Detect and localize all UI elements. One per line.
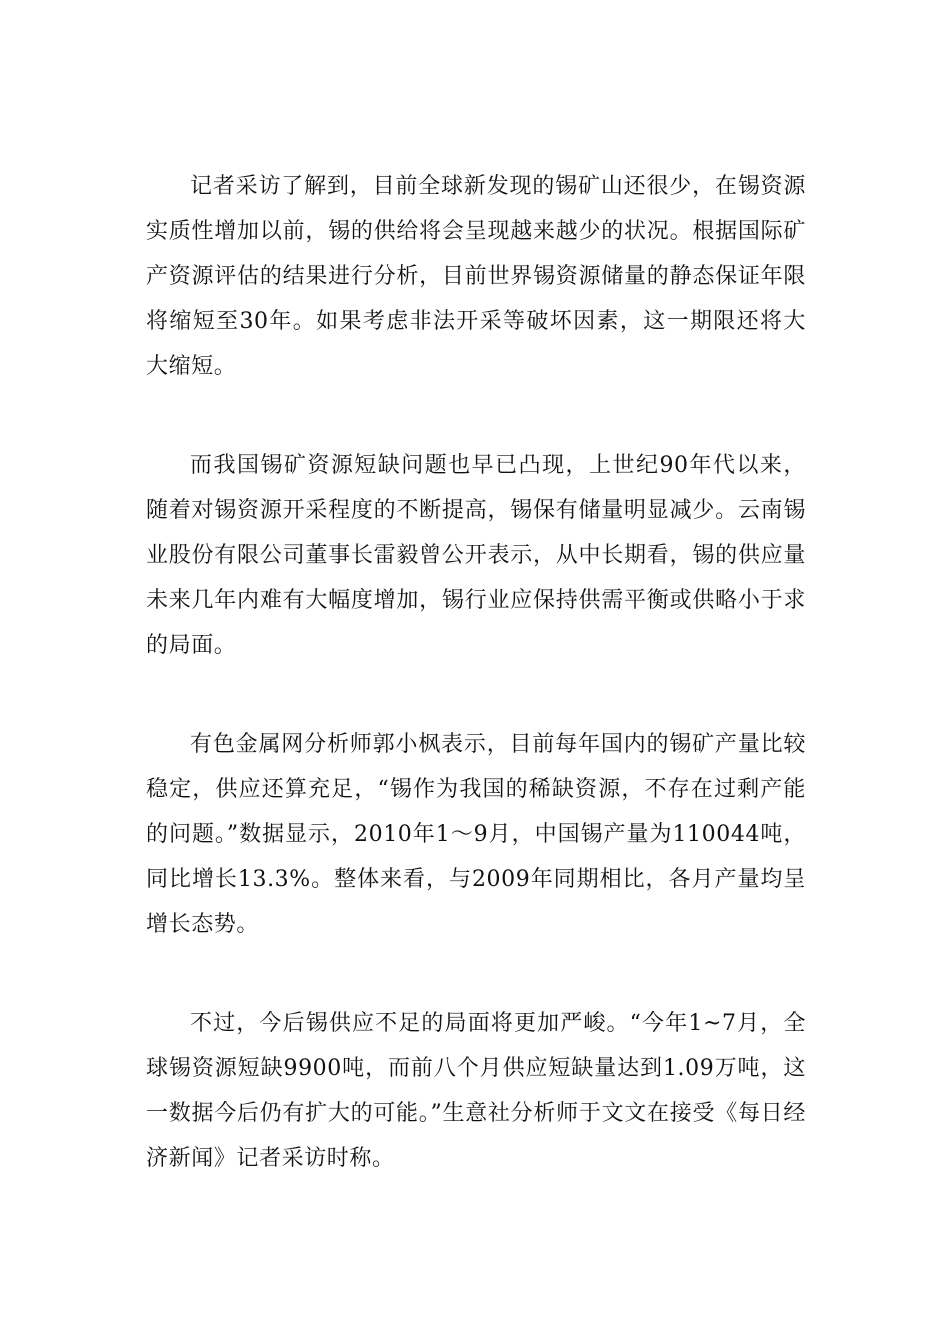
paragraph-1: 记者采访了解到，目前全球新发现的锡矿山还很少，在锡资源实质性增加以前，锡的供给将会呈现越来越少的状况。根据国际矿产资源评估的结果进行分析，目前世界锡资源储量的静态保证年限将缩短至30年。如果考虑非法开采等破坏因素，这一期限还将大大缩短。 <box>146 174 806 379</box>
paragraph-3: 有色金属网分析师郭小枫表示，目前每年国内的锡矿产量比较稳定，供应还算充足，“锡作为我国的稀缺资源，不存在过剩产能的问题。”数据显示，2010年1～9月，中国锡产量为110044吨，同比增长13.3%。整体来看，与2009年同期相比，各月产量均呈增长态势。 <box>146 732 806 937</box>
paragraph-2: 而我国锡矿资源短缺问题也早已凸现，上世纪90年代以来，随着对锡资源开采程度的不断提高，锡保有储量明显减少。云南锡业股份有限公司董事长雷毅曾公开表示，从中长期看，锡的供应量未来几年内难有大幅度增加，锡行业应保持供需平衡或供略小于求的局面。 <box>146 453 806 658</box>
article-body <box>146 164 806 1181</box>
paragraph-4: 不过，今后锡供应不足的局面将更加严峻。“今年1~7月，全球锡资源短缺9900吨，而前八个月供应短缺量达到1.09万吨，这一数据今后仍有扩大的可能。”生意社分析师于文文在接受《每日经济新闻》记者采访时称。 <box>146 1011 806 1171</box>
